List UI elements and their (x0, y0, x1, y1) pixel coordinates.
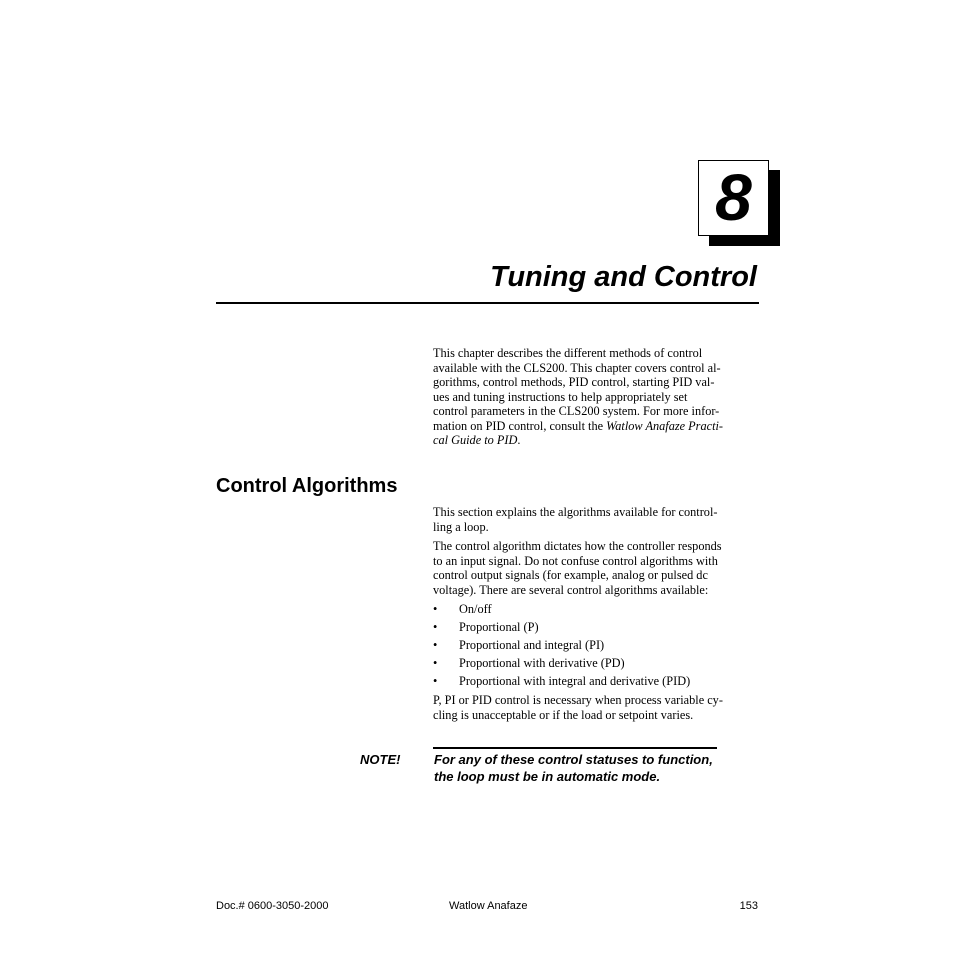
note-rule (433, 747, 717, 749)
section-paragraph (433, 505, 763, 534)
intro-line: gorithms, control methods, PID control, starting PID val- (433, 375, 715, 389)
footer-page-number: 153 (739, 900, 758, 912)
list-item-text: Proportional with integral and derivative (PID) (459, 674, 691, 688)
footer-company: Watlow Anafaze (449, 900, 528, 912)
footer-doc-number: Doc.# 0600-3050-2000 (216, 900, 329, 912)
paragraph-line: voltage). There are several control algorithms available: (433, 582, 709, 597)
end-period: . (517, 433, 521, 447)
bullet-icon: • (433, 638, 438, 652)
bullet-icon: • (433, 656, 438, 670)
intro-line: mation on PID control, consult the (433, 418, 607, 433)
paragraph-line: P, PI or PID control is necessary when process variable cy- (433, 693, 723, 707)
guide-title: Watlow Anafaze Practi- (606, 418, 723, 433)
paragraph-line: to an input signal. Do not confuse control algorithms with (433, 553, 718, 568)
section-paragraph (433, 539, 763, 597)
paragraph-line: This section explains the algorithms available for control- (433, 505, 718, 519)
paragraph-line: The control algorithm dictates how the controller responds (433, 539, 722, 553)
section-heading: Control Algorithms (216, 475, 398, 497)
note-line: For any of these control statuses to function, (434, 752, 713, 767)
bullet-icon: • (433, 602, 438, 616)
note-label: NOTE! (360, 752, 401, 767)
note-text (434, 751, 734, 785)
title-rule (216, 302, 759, 304)
intro-line: This chapter describes the different methods of control (433, 346, 703, 360)
chapter-number: 8 (715, 160, 752, 234)
intro-line: control parameters in the CLS200 system. For more infor- (433, 404, 720, 418)
guide-title: cal Guide to PID (433, 433, 518, 447)
list-item-text: Proportional and integral (PI) (459, 638, 605, 652)
list-item-text: On/off (459, 602, 492, 616)
paragraph-line: cling is unacceptable or if the load or setpoint varies. (433, 707, 694, 722)
section-paragraph (433, 693, 763, 722)
list-item-text: Proportional (P) (459, 620, 539, 634)
intro-line: ues and tuning instructions to help appropriately set (433, 389, 688, 404)
note-line: the loop must be in automatic mode. (434, 769, 661, 784)
paragraph-line: control output signals (for example, analog or pulsed dc (433, 568, 708, 582)
chapter-title: Tuning and Control (490, 261, 757, 293)
bullet-icon: • (433, 620, 438, 634)
list-item-text: Proportional with derivative (PD) (459, 656, 625, 670)
intro-line: available with the CLS200. This chapter covers control al- (433, 360, 721, 375)
bullet-icon: • (433, 674, 438, 688)
chapter-number-box (698, 160, 769, 236)
paragraph-line: ling a loop. (433, 519, 489, 534)
intro-paragraph (433, 346, 763, 448)
